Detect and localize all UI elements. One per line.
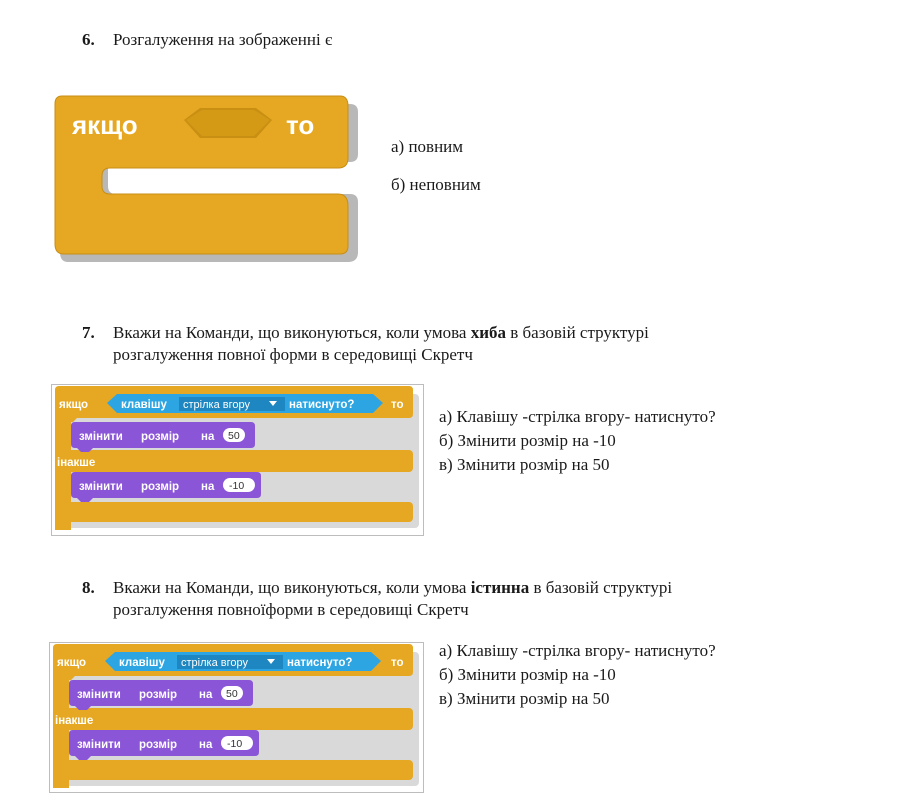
q7-cmd2-label2: розмір bbox=[141, 481, 180, 493]
q8-else-label: інакше bbox=[55, 715, 94, 727]
q8-text-bold: істинна bbox=[470, 578, 530, 597]
q7-if-label: якщо bbox=[59, 399, 89, 411]
q8-cmd1-label3: на bbox=[199, 689, 213, 701]
q8-cmd1-label1: змінити bbox=[77, 689, 121, 701]
q7-text-line2: розгалуження повної форми в середовищі Скретч bbox=[113, 345, 473, 364]
q7-answers bbox=[439, 405, 716, 477]
q7-text-before: Вкажи на Команди, що виконуються, коли умова bbox=[113, 323, 471, 342]
q8-text-after: в базовій структурі bbox=[529, 578, 673, 597]
q7-answer-c[interactable]: в) Змінити розмір на 50 bbox=[439, 455, 610, 474]
q6-answer-b[interactable]: б) неповним bbox=[391, 175, 481, 194]
q8-if-label: якщо bbox=[57, 657, 87, 669]
q7-cmd1-value[interactable]: 50 bbox=[228, 430, 240, 442]
q8-cmd2-label1: змінити bbox=[77, 739, 121, 751]
question-8-text bbox=[113, 577, 672, 621]
question-6-number: 6. bbox=[82, 30, 95, 49]
q8-answer-b[interactable]: б) Змінити розмір на -10 bbox=[439, 665, 616, 684]
q7-text-after: в базовій структурі bbox=[506, 323, 649, 342]
q8-cmd2-value[interactable]: -10 bbox=[227, 738, 243, 750]
q7-cmd2-label1: змінити bbox=[79, 481, 123, 493]
q8-answers bbox=[439, 639, 716, 711]
q7-text-bold: хиба bbox=[470, 323, 506, 342]
q8-answer-a[interactable]: а) Клавішу -стрілка вгору- натиснуто? bbox=[439, 641, 716, 660]
q8-key-dropdown[interactable]: стрілка вгору bbox=[181, 657, 248, 669]
q7-then-label: то bbox=[391, 399, 404, 411]
q7-cmd2-label3: на bbox=[201, 481, 215, 493]
q7-cmd2-value[interactable]: -10 bbox=[229, 480, 245, 492]
q8-text-line2: розгалуження повноїформи в середовищі Скретч bbox=[113, 600, 469, 619]
q8-cmd1-label2: розмір bbox=[139, 689, 178, 701]
q6-if-label: якщо bbox=[72, 110, 138, 140]
q8-cmd2-label3: на bbox=[199, 739, 213, 751]
q7-answer-a[interactable]: а) Клавішу -стрілка вгору- натиснуто? bbox=[439, 407, 716, 426]
question-7-text bbox=[113, 322, 649, 366]
question-7-number: 7. bbox=[82, 323, 95, 342]
q6-answer-a[interactable]: а) повним bbox=[391, 137, 464, 156]
q7-else-label: інакше bbox=[57, 457, 96, 469]
q7-answer-b[interactable]: б) Змінити розмір на -10 bbox=[439, 431, 616, 450]
q8-pressed-label: натиснуто? bbox=[287, 657, 353, 669]
q7-cmd1-label1: змінити bbox=[79, 431, 123, 443]
q8-if-else-block bbox=[49, 642, 424, 793]
q8-text-before: Вкажи на Команди, що виконуються, коли умова bbox=[113, 578, 471, 597]
q6-answers bbox=[391, 128, 481, 204]
q8-cmd2-label2: розмір bbox=[139, 739, 178, 751]
question-8-number: 8. bbox=[82, 578, 95, 597]
q7-cmd1-label2: розмір bbox=[141, 431, 180, 443]
q7-sensor-label: клавішу bbox=[121, 399, 167, 411]
q7-key-dropdown[interactable]: стрілка вгору bbox=[183, 399, 250, 411]
q8-then-label: то bbox=[391, 657, 404, 669]
q8-answer-c[interactable]: в) Змінити розмір на 50 bbox=[439, 689, 610, 708]
q6-then-label: то bbox=[286, 110, 315, 140]
question-6-text: Розгалуження на зображенні є bbox=[113, 30, 333, 49]
q8-cmd1-value[interactable]: 50 bbox=[226, 688, 238, 700]
q7-if-else-block bbox=[51, 384, 424, 536]
q8-sensor-label: клавішу bbox=[119, 657, 165, 669]
q6-if-then-block bbox=[50, 92, 370, 274]
q7-pressed-label: натиснуто? bbox=[289, 399, 355, 411]
q7-cmd1-label3: на bbox=[201, 431, 215, 443]
